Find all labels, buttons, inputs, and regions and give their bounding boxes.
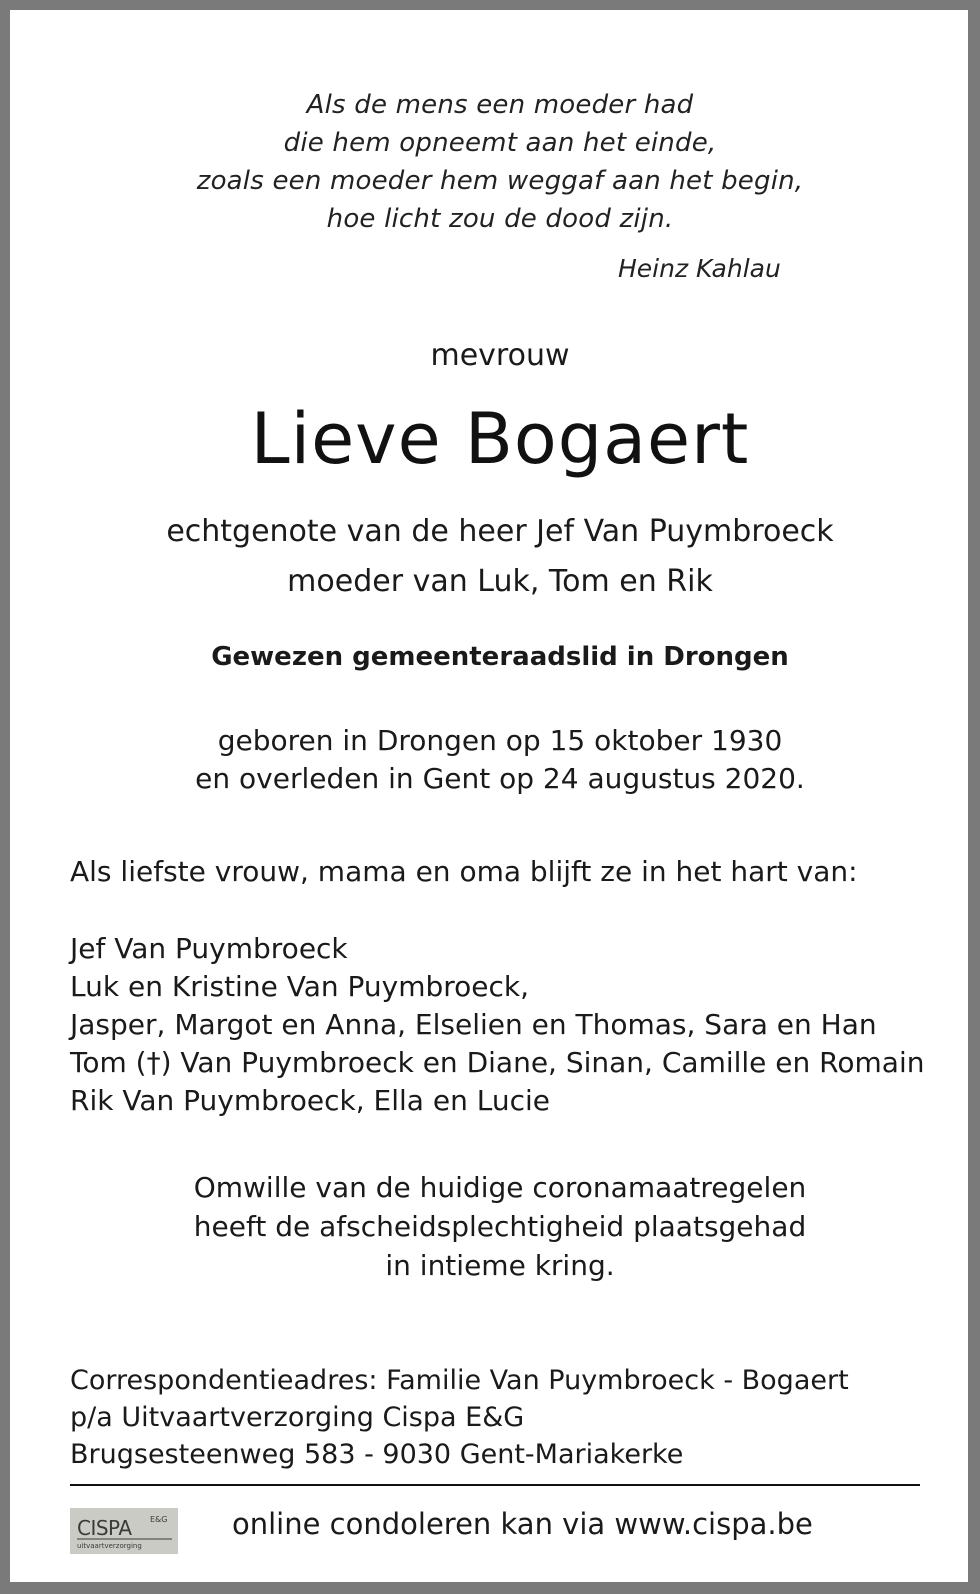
notice-line: heeft de afscheidsplechtigheid plaatsgehad [193,1210,807,1243]
deceased-title: Gewezen gemeenteraadslid in Drongen [211,642,789,672]
notice-line: in intieme kring. [385,1249,615,1282]
family-member: Jef Van Puymbroeck [70,932,348,965]
poem-line: zoals een moeder hem weggaf aan het begin, [196,166,804,196]
logo-text: CISPA [77,1516,132,1540]
family-list [70,930,924,1120]
online-condolence-link[interactable]: online condoleren kan via www.cispa.be [232,1507,813,1541]
family-member: Rik Van Puymbroeck, Ella en Lucie [70,1084,550,1117]
poem-line: hoe licht zou de dood zijn. [326,204,674,234]
honorific: mevrouw [430,338,570,373]
logo-sup: E&G [150,1515,168,1524]
relations [10,507,980,607]
address-line: Brugsesteenweg 583 - 9030 Gent-Mariakerke [70,1439,684,1470]
family-intro: Als liefste vrouw, mama en oma blijft ze in het hart van: [70,855,858,888]
family-member: Luk en Kristine Van Puymbroeck, [70,970,530,1003]
family-member: Jasper, Margot en Anna, Elselien en Thomas, Sara en Han [70,1008,877,1041]
birth-line: geboren in Drongen op 15 oktober 1930 [217,724,783,757]
life-dates [10,722,980,798]
deceased-name: Lieve Bogaert [250,398,750,480]
relation-line: moeder van Luk, Tom en Rik [287,564,713,599]
address-line: p/a Uitvaartverzorging Cispa E&G [70,1402,525,1433]
cispa-logo [70,1508,178,1554]
family-member: Tom (†) Van Puymbroeck en Diane, Sinan, Camille en Romain [70,1046,925,1079]
address-line: Correspondentieadres: Familie Van Puymbroeck - Bogaert [70,1365,849,1396]
divider [70,1484,920,1486]
relation-line: echtgenote van de heer Jef Van Puymbroeck [166,514,834,549]
correspondence-address [70,1362,849,1473]
ceremony-notice [10,1168,980,1285]
poem-line: die hem opneemt aan het einde, [283,128,717,158]
logo-sub: uitvaartverzorging [77,1542,142,1550]
poem-line: Als de mens een moeder had [306,90,694,120]
notice-line: Omwille van de huidige coronamaatregelen [193,1171,807,1204]
death-line: en overleden in Gent op 24 augustus 2020. [195,762,805,795]
poem-author: Heinz Kahlau [618,254,781,283]
poem [10,86,980,238]
